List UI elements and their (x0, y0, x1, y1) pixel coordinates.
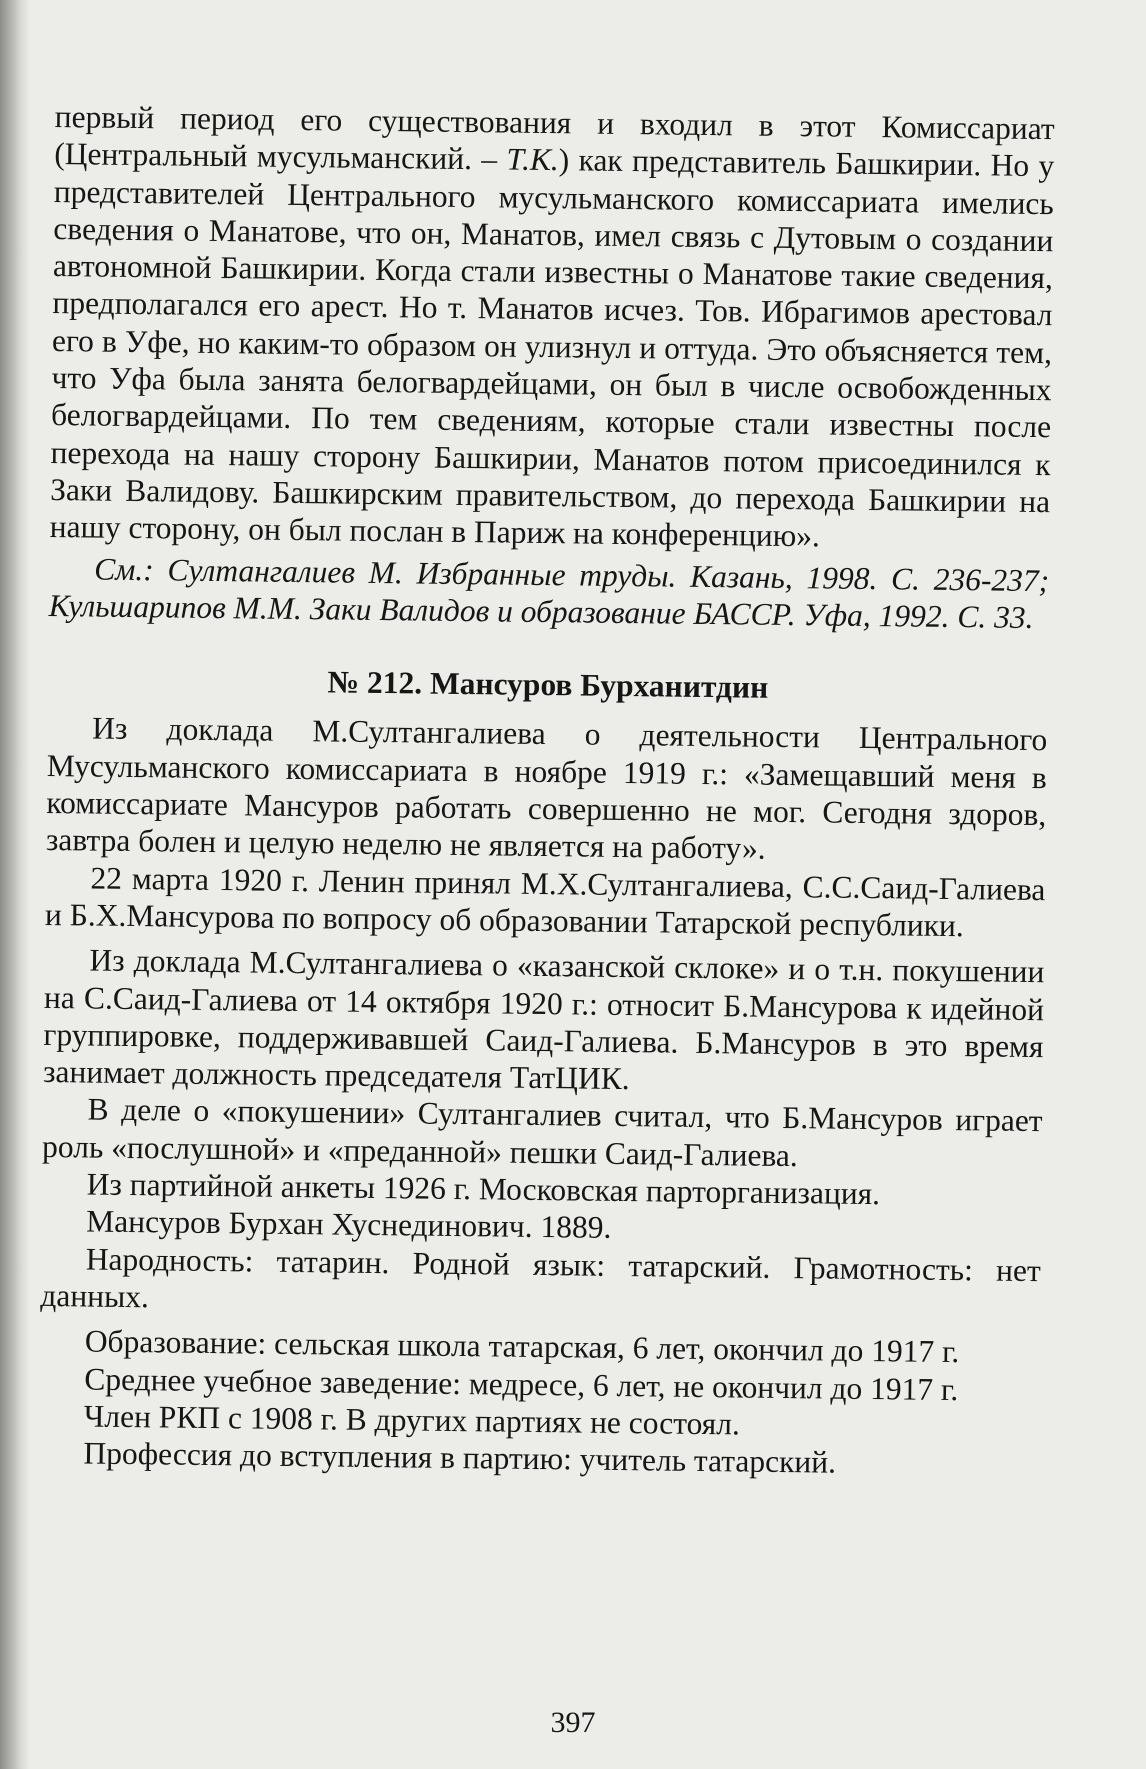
page-number: 397 (550, 1706, 596, 1739)
paragraph: Народность: татарин. Родной язык: татарский. Грамотность: нет данных. (40, 1241, 1041, 1315)
source-citation: См.: Султангалиев М. Избранные труды. Казань, 1998. С. 236-237; Кульшарипов М.М. Заки Валидов и образование БАССР. Уфа, 1992. С. 33. (48, 551, 1050, 635)
editor-initials: Т.К. (506, 141, 559, 178)
paragraph: Из доклада М.Султангалиева о «казанской склоке» и о т.н. покушении на С.Саид-Галиева от 14 октября 1920 г.: относит Б.Мансурова к идейной группировке, поддерживавшей Саид-Галиева. Б.Мансуров в это время занимает должность председателя ТатЦИК. (42, 942, 1045, 1097)
page-text (38, 98, 1055, 1484)
paragraph: Из партийной анкеты 1926 г. Московская парторганизация. (86, 1166, 881, 1212)
paragraph: Член РКП с 1908 г. В других партиях не состоял. (83, 1398, 741, 1442)
continued-paragraph (50, 98, 1055, 558)
paragraph: Мансуров Бурхан Хуснединович. 1889. (86, 1203, 612, 1246)
text-run: ) как представитель Башкирии. Но у представителей Центрального мусульманского комиссариата имелись сведения о Манатове, что он, Манатов, имел связь с Дутовым о создании автономной Башкирии. Когда стали известны о Манатове такие сведения, предполагался его арест. Но т. Манатов исчез. Тов. Ибрагимов арестовал его в Уфе, но каким-то образом он улизнул и оттуда. Это объясняется тем, что Уфа была занята белогвардейцами, он был в числе освобожденных белогвардейцами. По тем сведениям, которые стали известны после перехода на нашу сторону Башкирии, Манатов потом присоединился к Заки Валидову. Башкирским правительством, до перехода Башкирии на нашу сторону, он был послан в Париж на конференцию». (49, 142, 1055, 554)
paragraph: Профессия до вступления в партию: учитель татарский. (83, 1435, 837, 1480)
paragraph: 22 марта 1920 г. Ленин принял М.Х.Султангалиева, С.С.Саид-Галиева и Б.Х.Мансурова по вопросу об образовании Татарской республики. (44, 860, 1046, 944)
paragraph: Образование: сельская школа татарская, 6 лет, окончил до 1917 г. (84, 1323, 960, 1370)
text-run: первый период его существования и входил в этот Комиссариат (Центральный мусульманский. – (54, 98, 1055, 177)
section-title: № 212. Мансуров Бурханитдин (327, 664, 769, 705)
paragraph: Среднее учебное заведение: медресе, 6 лет, не окончил до 1917 г. (84, 1360, 959, 1407)
paragraph: Из доклада М.Султангалиева о деятельности Центрального Мусульманского комиссариата в ноябре 1919 г.: «Замещавший меня в комиссариате Мансуров работать совершенно не мог. Сегодня здоров, завтра болен и целую неделю не является на работу». (45, 710, 1048, 867)
paragraph: В деле о «покушении» Султангалиев считал, что Б.Мансуров играет роль «послушной» и «преданной» пешки Саид-Галиева. (41, 1091, 1043, 1173)
